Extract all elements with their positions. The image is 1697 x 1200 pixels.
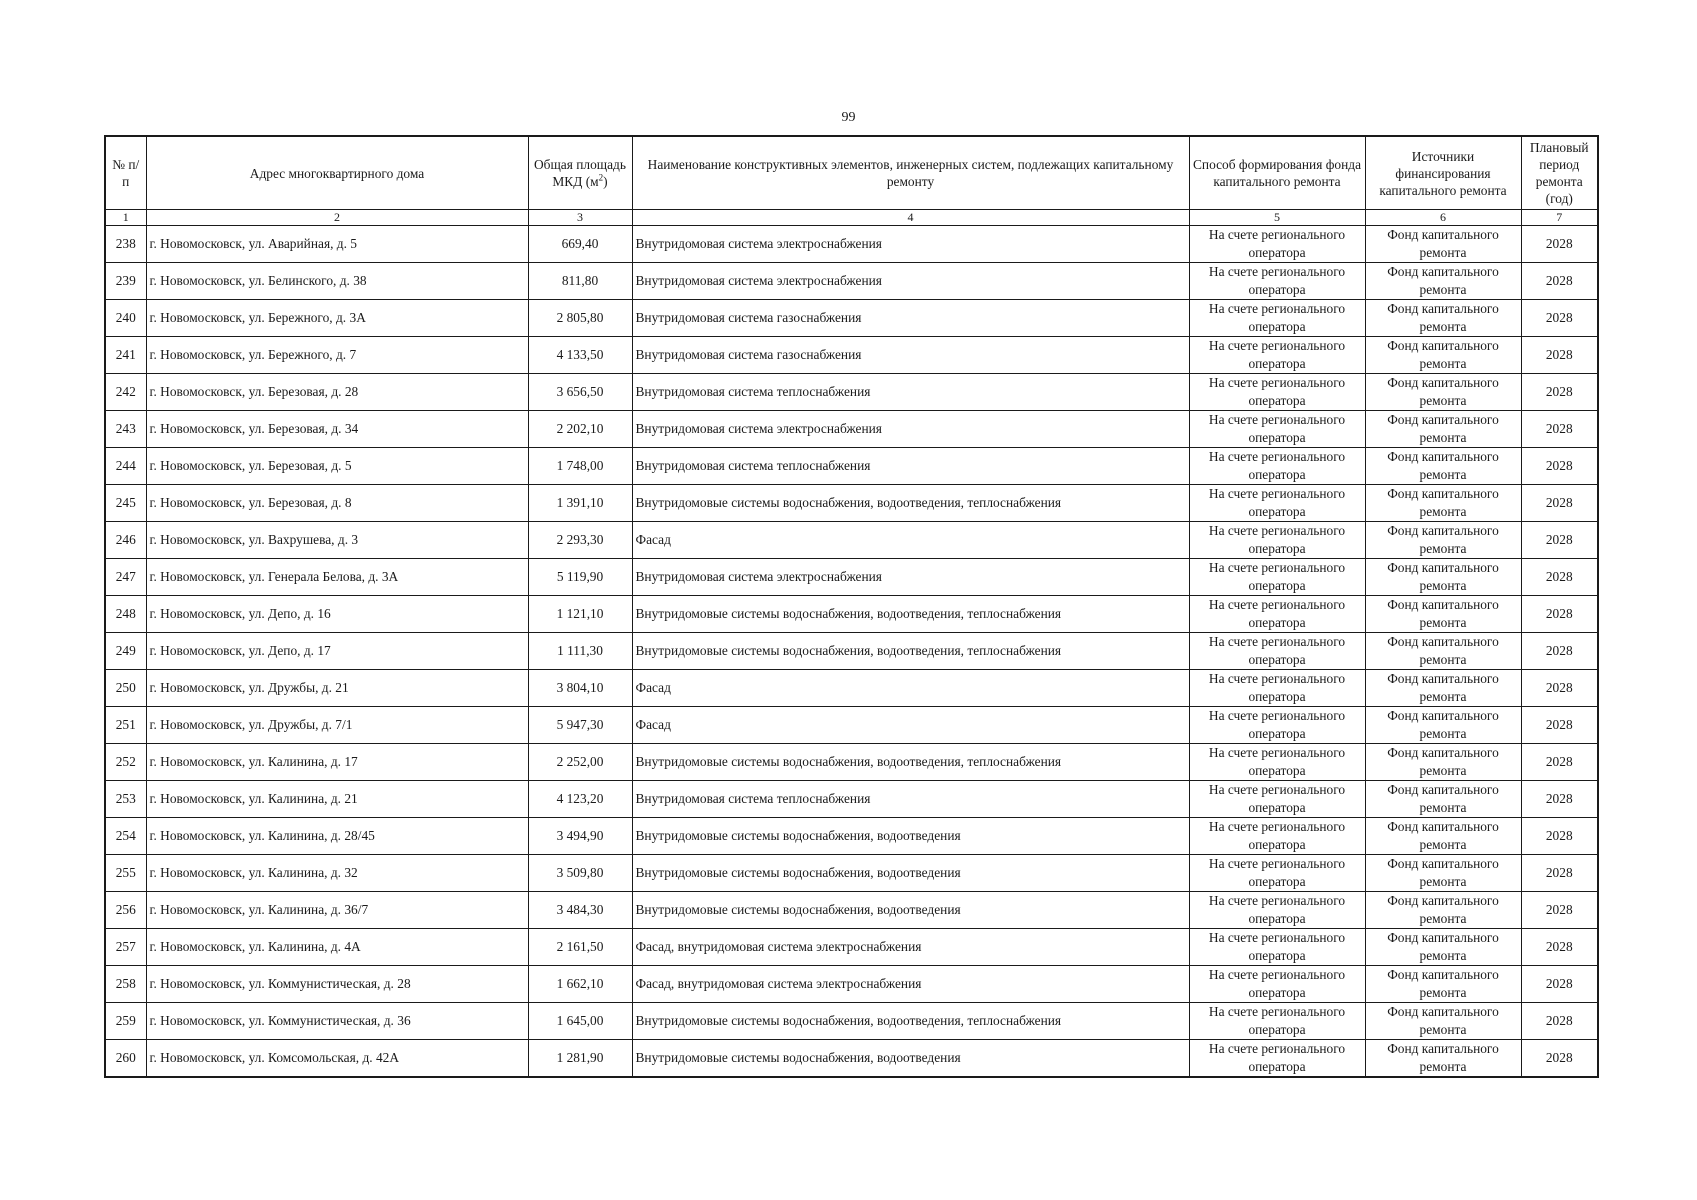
- row-area: 2 293,30: [528, 522, 632, 559]
- row-method: На счете регионального оператора: [1189, 411, 1365, 448]
- row-area: 3 484,30: [528, 892, 632, 929]
- row-address: г. Новомосковск, ул. Бережного, д. 7: [146, 337, 528, 374]
- column-number: 6: [1365, 210, 1521, 226]
- row-area: 3 656,50: [528, 374, 632, 411]
- row-source: Фонд капитального ремонта: [1365, 374, 1521, 411]
- row-elements: Фасад: [632, 707, 1189, 744]
- table-row: [105, 633, 1598, 670]
- row-elements: Внутридомовые системы водоснабжения, водоотведения, теплоснабжения: [632, 596, 1189, 633]
- row-method: На счете регионального оператора: [1189, 855, 1365, 892]
- row-year: 2028: [1521, 448, 1598, 485]
- row-area: 3 804,10: [528, 670, 632, 707]
- row-year: 2028: [1521, 263, 1598, 300]
- row-address: г. Новомосковск, ул. Березовая, д. 28: [146, 374, 528, 411]
- row-number: 249: [105, 633, 146, 670]
- row-address: г. Новомосковск, ул. Калинина, д. 17: [146, 744, 528, 781]
- row-area: 1 662,10: [528, 966, 632, 1003]
- row-method: На счете регионального оператора: [1189, 966, 1365, 1003]
- row-number: 239: [105, 263, 146, 300]
- row-year: 2028: [1521, 559, 1598, 596]
- table-row: [105, 892, 1598, 929]
- row-year: 2028: [1521, 892, 1598, 929]
- column-number: 3: [528, 210, 632, 226]
- row-address: г. Новомосковск, ул. Бережного, д. 3А: [146, 300, 528, 337]
- table-row: [105, 1040, 1598, 1078]
- table-row: [105, 966, 1598, 1003]
- row-elements: Внутридомовая система электроснабжения: [632, 559, 1189, 596]
- row-area: 4 133,50: [528, 337, 632, 374]
- row-method: На счете регионального оператора: [1189, 448, 1365, 485]
- table-row: [105, 855, 1598, 892]
- row-area: 3 494,90: [528, 818, 632, 855]
- row-method: На счете регионального оператора: [1189, 485, 1365, 522]
- row-number: 254: [105, 818, 146, 855]
- row-number: 251: [105, 707, 146, 744]
- row-source: Фонд капитального ремонта: [1365, 707, 1521, 744]
- row-source: Фонд капитального ремонта: [1365, 633, 1521, 670]
- row-area: 811,80: [528, 263, 632, 300]
- row-source: Фонд капитального ремонта: [1365, 411, 1521, 448]
- row-address: г. Новомосковск, ул. Коммунистическая, д. 28: [146, 966, 528, 1003]
- row-number: 258: [105, 966, 146, 1003]
- row-source: Фонд капитального ремонта: [1365, 559, 1521, 596]
- row-method: На счете регионального оператора: [1189, 522, 1365, 559]
- table-row: [105, 485, 1598, 522]
- row-elements: Фасад, внутридомовая система электроснабжения: [632, 929, 1189, 966]
- row-area: 1 111,30: [528, 633, 632, 670]
- row-year: 2028: [1521, 522, 1598, 559]
- row-elements: Внутридомовая система электроснабжения: [632, 226, 1189, 263]
- row-number: 247: [105, 559, 146, 596]
- page-number: 99: [841, 110, 856, 125]
- header-area-suffix: ): [603, 174, 608, 189]
- row-elements: Внутридомовые системы водоснабжения, водоотведения, теплоснабжения: [632, 485, 1189, 522]
- row-year: 2028: [1521, 337, 1598, 374]
- row-method: На счете регионального оператора: [1189, 929, 1365, 966]
- row-elements: Внутридомовые системы водоснабжения, водоотведения: [632, 818, 1189, 855]
- table-body: [105, 226, 1598, 1078]
- row-area: 1 391,10: [528, 485, 632, 522]
- header-row: [105, 136, 1598, 210]
- row-method: На счете регионального оператора: [1189, 263, 1365, 300]
- row-elements: Внутридомовая система газоснабжения: [632, 337, 1189, 374]
- table-row: [105, 818, 1598, 855]
- row-address: г. Новомосковск, ул. Коммунистическая, д. 36: [146, 1003, 528, 1040]
- row-address: г. Новомосковск, ул. Депо, д. 17: [146, 633, 528, 670]
- row-elements: Внутридомовые системы водоснабжения, водоотведения, теплоснабжения: [632, 1003, 1189, 1040]
- row-source: Фонд капитального ремонта: [1365, 485, 1521, 522]
- row-number: 242: [105, 374, 146, 411]
- row-year: 2028: [1521, 374, 1598, 411]
- row-address: г. Новомосковск, ул. Аварийная, д. 5: [146, 226, 528, 263]
- table-row: [105, 374, 1598, 411]
- row-source: Фонд капитального ремонта: [1365, 1003, 1521, 1040]
- row-address: г. Новомосковск, ул. Березовая, д. 8: [146, 485, 528, 522]
- row-method: На счете регионального оператора: [1189, 596, 1365, 633]
- row-number: 260: [105, 1040, 146, 1078]
- row-address: г. Новомосковск, ул. Калинина, д. 28/45: [146, 818, 528, 855]
- row-elements: Внутридомовая система теплоснабжения: [632, 781, 1189, 818]
- row-number: 259: [105, 1003, 146, 1040]
- row-number: 252: [105, 744, 146, 781]
- row-number: 243: [105, 411, 146, 448]
- header-source: Источники финансирования капитального ремонта: [1365, 136, 1521, 210]
- row-number: 256: [105, 892, 146, 929]
- row-method: На счете регионального оператора: [1189, 226, 1365, 263]
- row-address: г. Новомосковск, ул. Белинского, д. 38: [146, 263, 528, 300]
- row-year: 2028: [1521, 707, 1598, 744]
- header-area-text: Общая площадь МКД (м: [534, 157, 626, 189]
- row-number: 246: [105, 522, 146, 559]
- row-area: 1 645,00: [528, 1003, 632, 1040]
- table-row: [105, 263, 1598, 300]
- row-number: 253: [105, 781, 146, 818]
- row-address: г. Новомосковск, ул. Вахрушева, д. 3: [146, 522, 528, 559]
- row-method: На счете регионального оператора: [1189, 337, 1365, 374]
- row-elements: Внутридомовые системы водоснабжения, водоотведения, теплоснабжения: [632, 633, 1189, 670]
- row-source: Фонд капитального ремонта: [1365, 670, 1521, 707]
- row-area: 1 121,10: [528, 596, 632, 633]
- row-year: 2028: [1521, 1040, 1598, 1078]
- row-address: г. Новомосковск, ул. Дружбы, д. 7/1: [146, 707, 528, 744]
- row-number: 240: [105, 300, 146, 337]
- table-row: [105, 670, 1598, 707]
- row-number: 244: [105, 448, 146, 485]
- row-year: 2028: [1521, 781, 1598, 818]
- row-address: г. Новомосковск, ул. Березовая, д. 5: [146, 448, 528, 485]
- row-area: 5 119,90: [528, 559, 632, 596]
- row-address: г. Новомосковск, ул. Депо, д. 16: [146, 596, 528, 633]
- table-row: [105, 226, 1598, 263]
- table-row: [105, 337, 1598, 374]
- row-area: 2 805,80: [528, 300, 632, 337]
- row-elements: Внутридомовая система электроснабжения: [632, 263, 1189, 300]
- row-method: На счете регионального оператора: [1189, 818, 1365, 855]
- row-elements: Внутридомовая система теплоснабжения: [632, 448, 1189, 485]
- row-year: 2028: [1521, 300, 1598, 337]
- row-number: 245: [105, 485, 146, 522]
- row-method: На счете регионального оператора: [1189, 744, 1365, 781]
- table-row: [105, 448, 1598, 485]
- row-elements: Фасад: [632, 670, 1189, 707]
- row-method: На счете регионального оператора: [1189, 559, 1365, 596]
- row-elements: Внутридомовая система электроснабжения: [632, 411, 1189, 448]
- column-number: 5: [1189, 210, 1365, 226]
- row-address: г. Новомосковск, ул. Калинина, д. 36/7: [146, 892, 528, 929]
- row-year: 2028: [1521, 596, 1598, 633]
- table-row: [105, 744, 1598, 781]
- row-source: Фонд капитального ремонта: [1365, 522, 1521, 559]
- row-method: На счете регионального оператора: [1189, 892, 1365, 929]
- row-year: 2028: [1521, 485, 1598, 522]
- row-area: 2 252,00: [528, 744, 632, 781]
- row-year: 2028: [1521, 744, 1598, 781]
- table-row: [105, 411, 1598, 448]
- row-method: На счете регионального оператора: [1189, 1003, 1365, 1040]
- row-area: 5 947,30: [528, 707, 632, 744]
- header-elements: Наименование конструктивных элементов, инженерных систем, подлежащих капитальному ремонту: [632, 136, 1189, 210]
- row-method: На счете регионального оператора: [1189, 374, 1365, 411]
- row-area: 2 202,10: [528, 411, 632, 448]
- header-area: [528, 136, 632, 210]
- row-area: 1 281,90: [528, 1040, 632, 1078]
- row-address: г. Новомосковск, ул. Генерала Белова, д. 3А: [146, 559, 528, 596]
- table-row: [105, 559, 1598, 596]
- row-source: Фонд капитального ремонта: [1365, 818, 1521, 855]
- row-elements: Фасад, внутридомовая система электроснабжения: [632, 966, 1189, 1003]
- row-address: г. Новомосковск, ул. Калинина, д. 4А: [146, 929, 528, 966]
- row-method: На счете регионального оператора: [1189, 707, 1365, 744]
- row-number: 238: [105, 226, 146, 263]
- header-method: Способ формирования фонда капитального ремонта: [1189, 136, 1365, 210]
- column-number-row: [105, 210, 1598, 226]
- row-method: На счете регионального оператора: [1189, 670, 1365, 707]
- row-year: 2028: [1521, 670, 1598, 707]
- row-source: Фонд капитального ремонта: [1365, 892, 1521, 929]
- row-address: г. Новомосковск, ул. Дружбы, д. 21: [146, 670, 528, 707]
- table-row: [105, 596, 1598, 633]
- table-row: [105, 300, 1598, 337]
- row-year: 2028: [1521, 411, 1598, 448]
- row-elements: Внутридомовые системы водоснабжения, водоотведения: [632, 1040, 1189, 1078]
- column-number: 4: [632, 210, 1189, 226]
- row-address: г. Новомосковск, ул. Березовая, д. 34: [146, 411, 528, 448]
- row-source: Фонд капитального ремонта: [1365, 300, 1521, 337]
- row-number: 257: [105, 929, 146, 966]
- row-source: Фонд капитального ремонта: [1365, 596, 1521, 633]
- row-source: Фонд капитального ремонта: [1365, 781, 1521, 818]
- row-year: 2028: [1521, 818, 1598, 855]
- row-source: Фонд капитального ремонта: [1365, 337, 1521, 374]
- row-address: г. Новомосковск, ул. Калинина, д. 21: [146, 781, 528, 818]
- row-method: На счете регионального оператора: [1189, 781, 1365, 818]
- row-year: 2028: [1521, 929, 1598, 966]
- header-address: Адрес многоквартирного дома: [146, 136, 528, 210]
- row-elements: Внутридомовые системы водоснабжения, водоотведения, теплоснабжения: [632, 744, 1189, 781]
- column-number: 7: [1521, 210, 1598, 226]
- row-address: г. Новомосковск, ул. Калинина, д. 32: [146, 855, 528, 892]
- row-elements: Внутридомовая система газоснабжения: [632, 300, 1189, 337]
- row-number: 248: [105, 596, 146, 633]
- row-area: 4 123,20: [528, 781, 632, 818]
- table-row: [105, 522, 1598, 559]
- row-source: Фонд капитального ремонта: [1365, 855, 1521, 892]
- row-source: Фонд капитального ремонта: [1365, 744, 1521, 781]
- row-elements: Внутридомовые системы водоснабжения, водоотведения: [632, 855, 1189, 892]
- row-year: 2028: [1521, 966, 1598, 1003]
- row-area: 3 509,80: [528, 855, 632, 892]
- column-number: 1: [105, 210, 146, 226]
- table-row: [105, 929, 1598, 966]
- row-source: Фонд капитального ремонта: [1365, 226, 1521, 263]
- row-year: 2028: [1521, 633, 1598, 670]
- row-method: На счете регионального оператора: [1189, 633, 1365, 670]
- row-elements: Фасад: [632, 522, 1189, 559]
- row-number: 250: [105, 670, 146, 707]
- header-area-sup: 2: [598, 172, 604, 183]
- row-method: На счете регионального оператора: [1189, 1040, 1365, 1078]
- row-year: 2028: [1521, 1003, 1598, 1040]
- table-row: [105, 1003, 1598, 1040]
- row-method: На счете регионального оператора: [1189, 300, 1365, 337]
- header-num: № п/п: [105, 136, 146, 210]
- row-area: 669,40: [528, 226, 632, 263]
- row-number: 255: [105, 855, 146, 892]
- row-address: г. Новомосковск, ул. Комсомольская, д. 42А: [146, 1040, 528, 1078]
- row-source: Фонд капитального ремонта: [1365, 1040, 1521, 1078]
- table-row: [105, 781, 1598, 818]
- row-source: Фонд капитального ремонта: [1365, 929, 1521, 966]
- row-year: 2028: [1521, 226, 1598, 263]
- table-row: [105, 707, 1598, 744]
- row-source: Фонд капитального ремонта: [1365, 448, 1521, 485]
- row-source: Фонд капитального ремонта: [1365, 966, 1521, 1003]
- row-source: Фонд капитального ремонта: [1365, 263, 1521, 300]
- row-elements: Внутридомовые системы водоснабжения, водоотведения: [632, 892, 1189, 929]
- row-area: 2 161,50: [528, 929, 632, 966]
- header-period: Плановый период ремонта (год): [1521, 136, 1598, 210]
- column-number: 2: [146, 210, 528, 226]
- row-year: 2028: [1521, 855, 1598, 892]
- row-number: 241: [105, 337, 146, 374]
- repair-table: [104, 135, 1599, 1078]
- row-area: 1 748,00: [528, 448, 632, 485]
- row-elements: Внутридомовая система теплоснабжения: [632, 374, 1189, 411]
